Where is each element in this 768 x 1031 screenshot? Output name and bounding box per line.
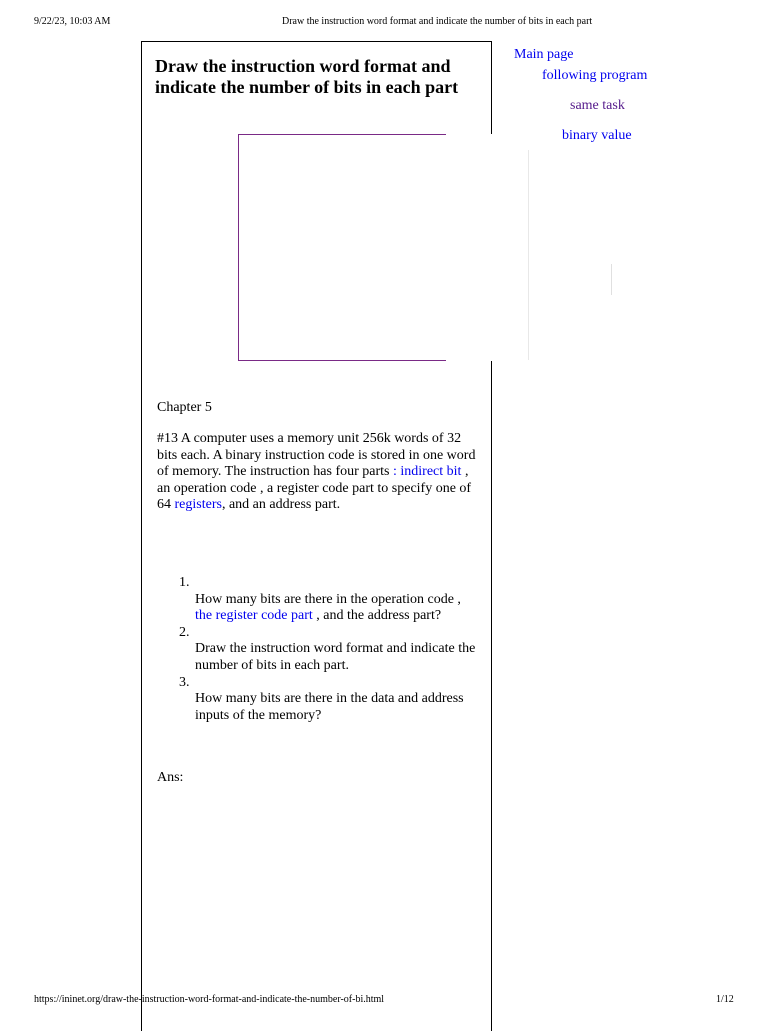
print-url: https://ininet.org/draw-the-instruction-word-format-and-indicate-the-number-of-bi.html [34, 994, 385, 1005]
sidebar-divider [611, 264, 612, 295]
problem-mid: , an operation code , a register code part to specify one of 64 [157, 464, 472, 513]
ad-overlay [446, 134, 530, 361]
list-item [157, 675, 479, 725]
question-text: How many bits are there in the data and address inputs of the memory? [195, 691, 464, 723]
list-item [157, 575, 479, 625]
registers-link[interactable]: registers [174, 497, 222, 513]
overlay-divider [528, 150, 529, 360]
sidebar-link-main-page[interactable]: Main page [514, 47, 574, 62]
print-datetime: 9/22/23, 10:03 AM [34, 16, 111, 27]
page-title: Draw the instruction word format and indicate the number of bits in each part [155, 56, 459, 97]
chapter-label: Chapter 5 [157, 400, 212, 415]
print-page-number: 1/12 [716, 994, 734, 1005]
sidebar-link-following-program[interactable]: following program [542, 68, 648, 83]
indirect-bit-link[interactable]: : indirect bit [393, 464, 462, 480]
sidebar-link-same-task[interactable]: same task [570, 98, 625, 113]
problem-end: , and an address part. [221, 497, 341, 513]
question-number: 2. [179, 624, 190, 640]
sidebar-link-binary-value[interactable]: binary value [562, 128, 632, 143]
ad-frame[interactable] [238, 134, 448, 361]
questions-list [157, 575, 479, 724]
register-code-part-link[interactable]: the register code part [195, 608, 313, 624]
question-text [195, 575, 479, 625]
list-item [157, 625, 479, 675]
print-page-title: Draw the instruction word format and indicate the number of bits in each part [282, 16, 593, 27]
problem-statement [157, 431, 479, 514]
problem-intro: #13 A computer uses a memory unit 256k words of 32 bits each. A binary instruction code is stored in one word of memory. The instruction has four parts [157, 431, 476, 480]
question-text-before: How many bits are there in the operation code , [195, 591, 461, 607]
question-number: 1. [179, 575, 190, 590]
answer-label: Ans: [157, 770, 184, 785]
question-text-after: , and the address part? [312, 608, 442, 624]
question-number: 3. [179, 674, 190, 690]
question-text: Draw the instruction word format and indicate the number of bits in each part. [195, 641, 476, 673]
